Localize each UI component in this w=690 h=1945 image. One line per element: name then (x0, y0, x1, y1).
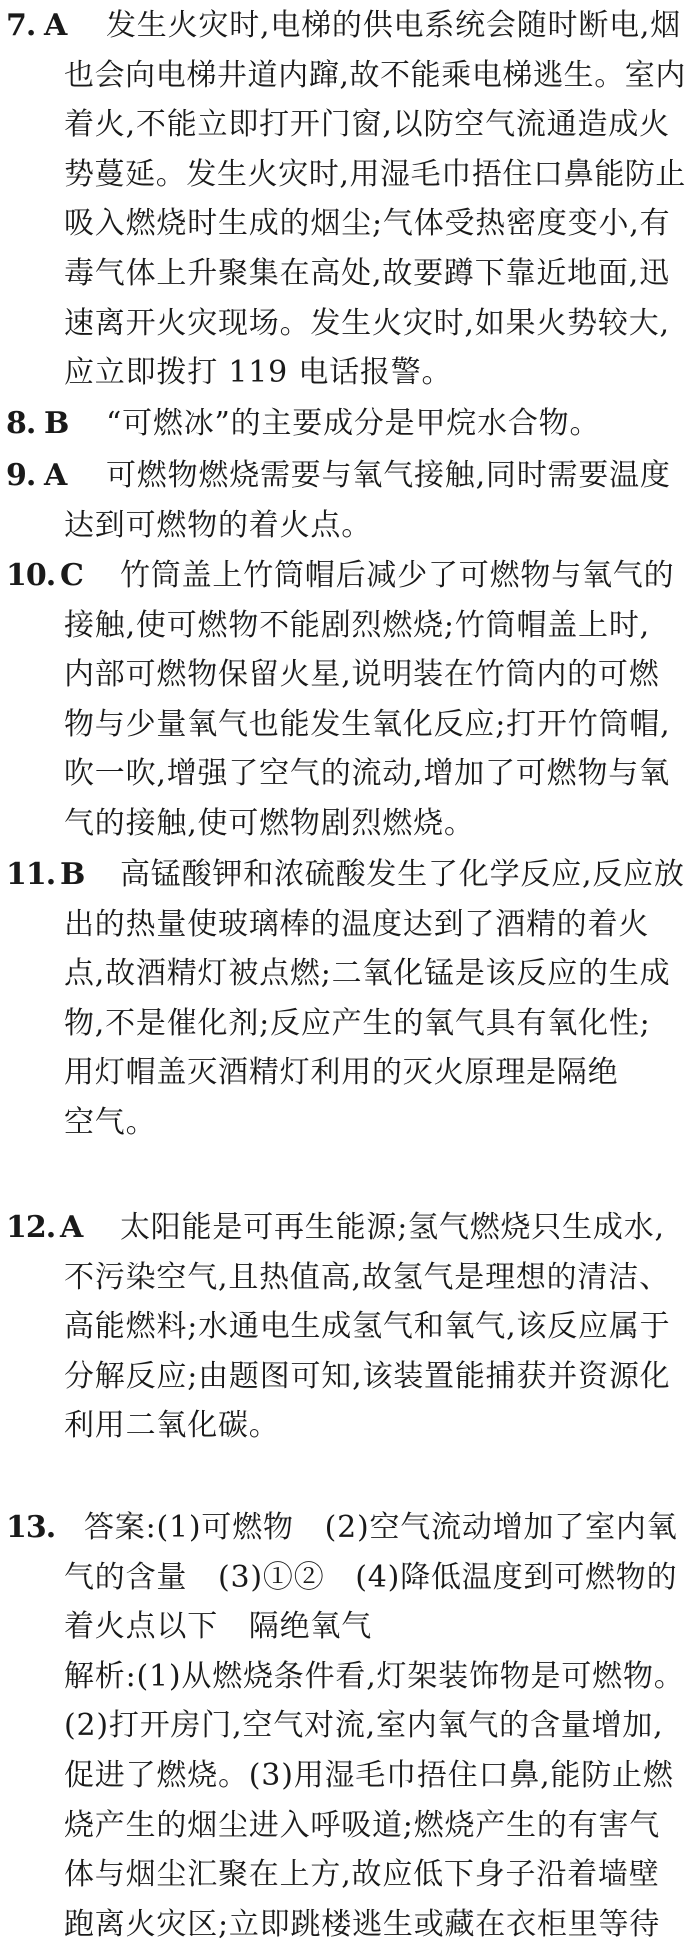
text-line (0, 1307, 690, 1347)
explanation-text: 不污染空气,且热值高,故氢气是理想的清洁、 (64, 1259, 670, 1295)
text-line (0, 1806, 690, 1846)
explanation-text: 利用二氧化碳。 (64, 1408, 280, 1444)
explanation-text: 物,不是催化剂;反应产生的氧气具有氧化性; (64, 1005, 651, 1041)
explanation-text: 体与烟尘汇聚在上方,故应低下身子沿着墙壁 (64, 1857, 660, 1893)
text-line (0, 204, 690, 244)
text-line (0, 1208, 690, 1248)
explanation-text: 竹筒盖上竹筒帽后减少了可燃物与氧气的 (120, 558, 675, 593)
answer-letter: B (44, 406, 70, 441)
explanation-text: (2)打开房门,空气对流,室内氧气的含量增加, (64, 1708, 664, 1744)
text-line (0, 1558, 690, 1598)
explanation-text: 答案:(1)可燃物 (2)空气流动增加了室内氧 (84, 1510, 678, 1545)
explanation-text: 着火点以下 隔绝氧气 (64, 1609, 372, 1645)
question-number: 9. (6, 458, 36, 493)
text-line (0, 353, 690, 393)
text-line (0, 304, 690, 344)
text-line (0, 1004, 690, 1044)
text-line (0, 705, 690, 745)
text-line (0, 556, 690, 596)
explanation-text: 太阳能是可再生能源;氢气燃烧只生成水, (120, 1210, 665, 1245)
text-line (0, 404, 690, 444)
explanation-text: 着火,不能立即打开门窗,以防空气流通造成火 (64, 107, 670, 143)
answer-letter: C (60, 558, 84, 593)
text-line (0, 1756, 690, 1796)
explanation-text: 物与少量氧气也能发生氧化反应;打开竹筒帽, (64, 706, 671, 742)
text-line (0, 1855, 690, 1895)
text-line (0, 855, 690, 895)
explanation-text: 分解反应;由题图可知,该装置能捕获并资源化 (64, 1358, 671, 1394)
text-line (0, 954, 690, 994)
question-number: 10. (6, 558, 56, 593)
text-line (0, 1103, 690, 1143)
explanation-text: 势蔓延。发生火灾时,用湿毛巾捂住口鼻能防止 (64, 156, 686, 192)
explanation-text: 内部可燃物保留火星,说明装在竹筒内的可燃 (64, 657, 660, 693)
text-line (0, 655, 690, 695)
explanation-text: 接触,使可燃物不能剧烈燃烧;竹筒帽盖上时, (64, 607, 650, 643)
explanation-text: 也会向电梯井道内蹿,故不能乘电梯逃生。室内 (64, 57, 686, 93)
explanation-text: 吹一吹,增强了空气的流动,增加了可燃物与氧 (64, 756, 670, 792)
explanation-text: 应立即拨打 119 电话报警。 (64, 355, 453, 391)
text-line (0, 1357, 690, 1397)
text-line (0, 1607, 690, 1647)
explanation-text: 点,故酒精灯被点燃;二氧化锰是该反应的生成 (64, 956, 671, 992)
text-line (0, 606, 690, 646)
text-line (0, 1905, 690, 1945)
explanation-text: 气的接触,使可燃物剧烈燃烧。 (64, 806, 475, 841)
answer-letter: A (44, 8, 68, 43)
text-line (0, 155, 690, 195)
question-number: 8. (6, 406, 36, 441)
text-line (0, 254, 690, 294)
text-line (0, 105, 690, 145)
text-line (0, 1258, 690, 1298)
text-line (0, 456, 690, 496)
explanation-text: 毒气体上升聚集在高处,故要蹲下靠近地面,迅 (64, 256, 670, 291)
question-number: 7. (6, 8, 36, 43)
question-number: 11. (6, 857, 56, 892)
explanation-text: 达到可燃物的着火点。 (64, 507, 372, 543)
text-line (0, 6, 690, 46)
answer-letter: A (60, 1210, 84, 1245)
explanation-text: 气的含量 (3)①② (4)降低温度到可燃物的 (64, 1559, 678, 1595)
explanation-text: “可燃冰”的主要成分是甲烷水合物。 (106, 406, 601, 441)
explanation-text: 解析:(1)从燃烧条件看,灯架装饰物是可燃物。 (64, 1658, 685, 1694)
text-line (0, 754, 690, 794)
text-line (0, 506, 690, 546)
question-number: 13. (6, 1510, 56, 1545)
explanation-text: 高能燃料;水通电生成氢气和氧气,该反应属于 (64, 1309, 671, 1345)
text-line (0, 1508, 690, 1548)
text-line (0, 1706, 690, 1746)
explanation-text: 促进了燃烧。(3)用湿毛巾捂住口鼻,能防止燃 (64, 1758, 674, 1793)
explanation-text: 用灯帽盖灭酒精灯利用的灭火原理是隔绝 (64, 1055, 619, 1091)
explanation-text: 发生火灾时,电梯的供电系统会随时断电,烟 (106, 8, 682, 43)
explanation-text: 空气。 (64, 1105, 157, 1140)
question-number: 12. (6, 1210, 56, 1245)
text-line (0, 1406, 690, 1446)
text-line (0, 1053, 690, 1093)
text-line (0, 56, 690, 96)
answer-letter: B (60, 857, 86, 892)
text-line (0, 804, 690, 844)
explanation-text: 出的热量使玻璃棒的温度达到了酒精的着火 (64, 906, 650, 942)
answer-letter: A (44, 458, 68, 493)
explanation-text: 烧产生的烟尘进入呼吸道;燃烧产生的有害气 (64, 1807, 661, 1843)
text-line (0, 905, 690, 945)
explanation-text: 跑离火灾区;立即跳楼逃生或藏在衣柜里等待 (64, 1906, 661, 1942)
explanation-text: 高锰酸钾和浓硫酸发生了化学反应,反应放 (120, 857, 685, 892)
explanation-text: 可燃物燃烧需要与氧气接触,同时需要温度 (106, 458, 671, 493)
explanation-text: 吸入燃烧时生成的烟尘;气体受热密度变小,有 (64, 206, 671, 242)
text-line (0, 1657, 690, 1697)
explanation-text: 速离开火灾现场。发生火灾时,如果火势较大, (64, 305, 670, 341)
